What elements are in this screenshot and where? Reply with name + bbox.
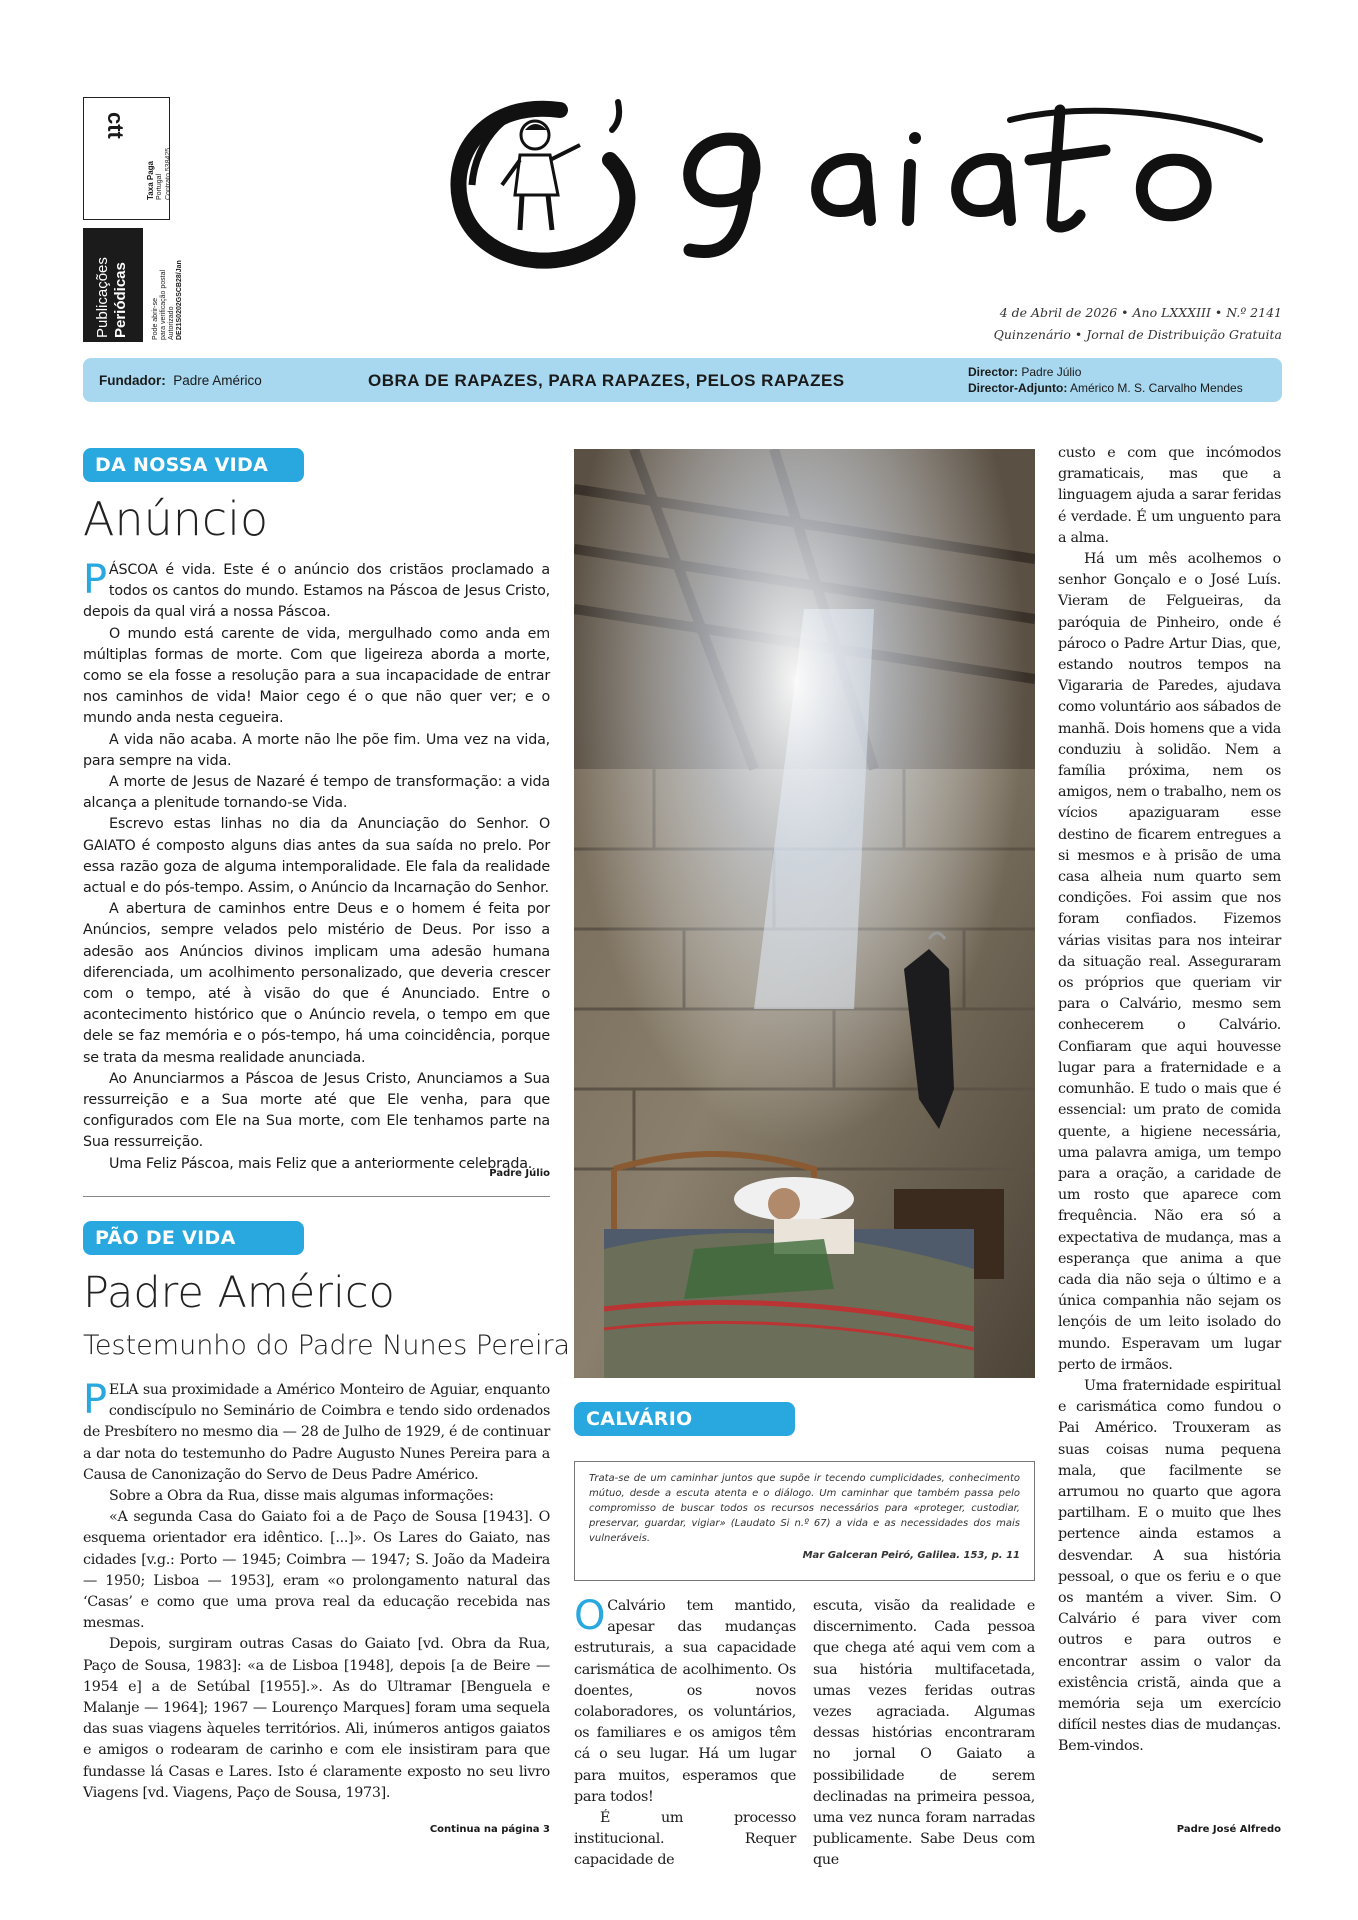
epigraph-quote xyxy=(574,1461,1035,1581)
signature-padre-julio: Padre Júlio xyxy=(489,1168,550,1179)
section-tag-pao-de-vida: PÃO DE VIDA xyxy=(83,1221,304,1255)
postal-note-3: Autorizado xyxy=(168,306,175,340)
masthead-logo xyxy=(440,80,1290,280)
paragraph: É um processo institucional. Requer capacidade de xyxy=(574,1810,796,1869)
frequency: Quinzenário • Jornal de Distribuição Gratuita xyxy=(993,327,1282,342)
section-tag-calvario: CALVÁRIO xyxy=(574,1402,795,1436)
paragraph: Uma fraternidade espiritual e carismática como fundou o Pai Américo. Trouxeram as suas coisas numa pequena mala, que facilmente se arrumou no quarto que agora partilham. E o muito que lhes pertence ainda estamos a desvendar. A sua história pessoal, o que os feriu e o que os mantém a viver. Sim. O Calvário é para viver com outros e para outros e encontrar assim o valor da existência cristã, ainda que a memória seja um exercício difícil nestes dias de mudanças. Bem-vindos. xyxy=(1058,1377,1281,1755)
postal-note-4: DE21S0202GSCB28/Jan xyxy=(176,260,183,340)
paragraph: Escrevo estas linhas no dia da Anunciação do Senhor. O GAIATO é composto alguns dias antes da sua saída no prelo. Por essa razão goza de alguma intemporalidade. Ele fala da realidade actual e do pós-tempo. Assim, o Anúncio da Incarnação do Senhor. xyxy=(83,816,550,897)
article-body-anuncio xyxy=(83,557,550,1175)
taxa-paga: Taxa Paga xyxy=(146,161,155,200)
postal-box xyxy=(83,97,170,220)
quote-source: Mar Galceran Peiró, Galilea. 153, p. 11 xyxy=(802,1550,1020,1561)
director-name: Padre Júlio xyxy=(1021,365,1082,379)
director-label: Director: xyxy=(968,365,1019,379)
paragraph: Depois, surgiram outras Casas do Gaiato [vd. Obra da Rua, Paço de Sousa, 1983]: «a de Lisboa [1948], depois [a de Beire — 1954 e] a de Setúbal [1955].». As do Ultramar [Benguela e Malanje — 1964]; 1967 — Lourenço Marques] foram uma sequela das suas viagens àqueles territórios. Ali, inúmeros antigos gaiatos e amigos o rodearam de carinho e com ele insistiram para que fundasse lá Casas e Lares. Isto é claramente exposto no seu livro Viagens [vd. Viagens, Paço de Sousa, 1973]. xyxy=(83,1636,550,1801)
paragraph: ÁSCOA é vida. Este é o anúncio dos cristãos proclamado a todos os cantos do mundo. Estamos na Páscoa de Jesus Cristo, depois da qual virá a nossa Páscoa. xyxy=(83,562,550,621)
paragraph: escuta, visão da realidade e discernimento. Cada pessoa que chega até aqui vem com a sua história multifacetada, umas vezes feridas outras vezes agraciada. Algumas dessas histórias encontraram no jornal O Gaiato a possibilidade de serem declinadas na primeira pessoa, uma vez nunca foram narradas publicamente. Sabe Deus com que xyxy=(813,1598,1035,1869)
paragraph: Sobre a Obra da Rua, disse mais algumas informações: xyxy=(109,1488,494,1505)
drop-cap: P xyxy=(83,1377,107,1423)
article-body-calvario-col1 xyxy=(574,1593,796,1872)
article-subtitle: Testemunho do Padre Nunes Pereira xyxy=(83,1330,571,1361)
info-banner xyxy=(83,358,1282,402)
drop-cap: O xyxy=(574,1593,606,1639)
date-issue: 4 de Abril de 2026 • Ano LXXXIII • N.º 2141 xyxy=(999,305,1282,320)
continue-link[interactable]: Continua na página 3 xyxy=(429,1824,550,1835)
paragraph: ELA sua proximidade a Américo Monteiro de Aguiar, enquanto condiscípulo no Seminário de Coimbra e tendo sido ordenados de Presbítero no mesmo dia — 28 de Julho de 1929, é de continuar a dar nota do testemunho do Padre Augusto Nunes Pereira para a Causa de Canonização do Servo de Deus Padre Américo. xyxy=(83,1382,550,1483)
founder xyxy=(99,373,262,388)
deputy-name: Américo M. S. Carvalho Mendes xyxy=(1070,381,1243,395)
section-tag-da-nossa-vida: DA NOSSA VIDA xyxy=(83,448,304,482)
paragraph: Uma Feliz Páscoa, mais Feliz que a anteriormente celebrada. xyxy=(109,1155,533,1172)
deputy-label: Director-Adjunto: xyxy=(968,381,1068,395)
paragraph: Calvário tem mantido, apesar das mudanças estruturais, a sua capacidade carismática de acolhimento. Os doentes, os novos colaboradores, os voluntários, os familiares e os amigos têm cá o seu lugar. Há um lugar para muitos, esperamos que para todos! xyxy=(574,1598,796,1805)
contract-number: Contrato 538425 xyxy=(165,147,172,200)
paragraph: A morte de Jesus de Nazaré é tempo de transformação: a vida alcança a plenitude tornando-se Vida. xyxy=(83,774,550,812)
directors xyxy=(968,364,1243,396)
paragraph: A vida não acaba. A morte não lhe põe fim. Uma vez na vida, para sempre na vida. xyxy=(83,731,550,769)
founder-label: Fundador: xyxy=(99,373,166,388)
article-body-calvario-col2 xyxy=(813,1596,1035,1872)
paragraph: Ao Anunciarmos a Páscoa de Jesus Cristo, Anunciamos a Sua ressurreição e a Sua morte até que Ele venha, para que configurados com Ele na Sua morte, com Ele tenhamos parte na Sua ressurreição. xyxy=(83,1070,550,1151)
ctt-logo: ctt xyxy=(103,112,128,139)
founder-name: Padre Américo xyxy=(173,373,262,388)
paragraph: O mundo está carente de vida, mergulhado como anda em múltiplas formas de morte. Com que ligeireza aborda a morte, como se ela fosse a resolução para a sua incapacidade de entrar nos caminhos de vida! Maior cego é o que não quer ver; e o mundo anda nesta cegueira. xyxy=(83,625,550,727)
article-body-padre-americo xyxy=(83,1377,550,1804)
quote-text: Trata-se de um caminhar juntos que supõe ir tecendo cumplicidades, conhecimento mútuo, desde a escuta atenta e o diálogo. Um caminhar que também passa pelo compromisso de buscar todos os recursos necessários para «proteger, custodiar, preservar, guardar, vigiar» (Laudato Si n.º 67) a vida e as necessidades dos mais vulneráveis. xyxy=(589,1473,1020,1544)
paragraph: Há um mês acolhemos o senhor Gonçalo e o José Luís. Vieram de Felgueiras, da paróquia de Pinheiro, onde é pároco o Padre Artur Dias, que, estando noutros tempos na Vigararia de Paredes, ajudava como voluntário aos sábados de manhã. Dois homens que a vida conduziu à solidão. Nem a família próxima, nem os amigos, nem o trabalho, nem os vícios apaziguaram esse destino de ficarem entregues a si mesmos e à prisão de uma casa alheia num quarto sem condições. Foi assim que nos foram confiados. Fizemos várias visitas para nos inteirar da situação real. Asseguraram os próprios que queriam vir para o Calvário, mesmo sem conhecerem o Calvário. Confiaram que aqui houvesse lugar para a fraternidade e a comunhão. E tudo o mais que é essencial: um prato de comida quente, a higiene necessária, uma palavra amiga, um tempo para a oração, a caridade de um rosto que aparece com frequência. Não era só a expectativa de mudança, mas a esperança que anima a que cada dia não seja o último e a única companhia não sejam os lençóis de um leito isolado do mundo. Esperavam um lugar perto de irmãos. xyxy=(1058,551,1281,1373)
article-title-padre-americo: Padre Américo xyxy=(83,1268,395,1318)
postal-note-2: para verificação postal xyxy=(160,269,167,340)
paragraph: «A segunda Casa do Gaiato foi a de Paço de Sousa [1943]. O esquema orientador era idêntico. [...]». Os Lares do Gaiato, nas cidades [v.g.: Porto — 1945; Coimbra — 1947; S. João da Madeira — 1950; Lisboa — 1953], eram «o prolongamento natural das ‘Casas’ e como que uma prova real da educação recebida nas mesmas. xyxy=(83,1509,550,1632)
motto: OBRA DE RAPAZES, PARA RAPAZES, PELOS RAPAZES xyxy=(368,371,845,390)
dateline xyxy=(994,302,1282,346)
postal-note-1: Pode abrir-se xyxy=(152,297,159,340)
portugal-label: Portugal xyxy=(156,173,163,200)
drop-cap: P xyxy=(83,557,107,603)
calvario-room-photo xyxy=(574,449,1035,1378)
paragraph: custo e com que incómodos gramaticais, mas que a linguagem ajuda a sarar feridas é verdade. É um unguento para a alma. xyxy=(1058,445,1281,546)
article-body-calvario-col3 xyxy=(1058,443,1281,1758)
publicacoes-label: Publicações xyxy=(94,257,111,338)
article-title-anuncio: Anúncio xyxy=(83,492,269,546)
signature-padre-jose-alfredo: Padre José Alfredo xyxy=(1176,1824,1281,1835)
periodicas-label: Periódicas xyxy=(112,262,129,338)
paragraph: A abertura de caminhos entre Deus e o homem é feita por Anúncios, sempre velados pelo mistério de Deus. Por isso a adesão aos Anúncios divinos implicam uma adesão humana diferenciada, um acolhimento personalizado, que deveria crescer com o tempo, até à visão do que é Anunciado. Entre o acontecimento histórico que o Anúncio revela, o tempo em que dele se faz memória e o pós-tempo, há uma coincidência, porque se trata da mesma realidade anunciada. xyxy=(83,901,550,1066)
divider xyxy=(83,1196,550,1197)
